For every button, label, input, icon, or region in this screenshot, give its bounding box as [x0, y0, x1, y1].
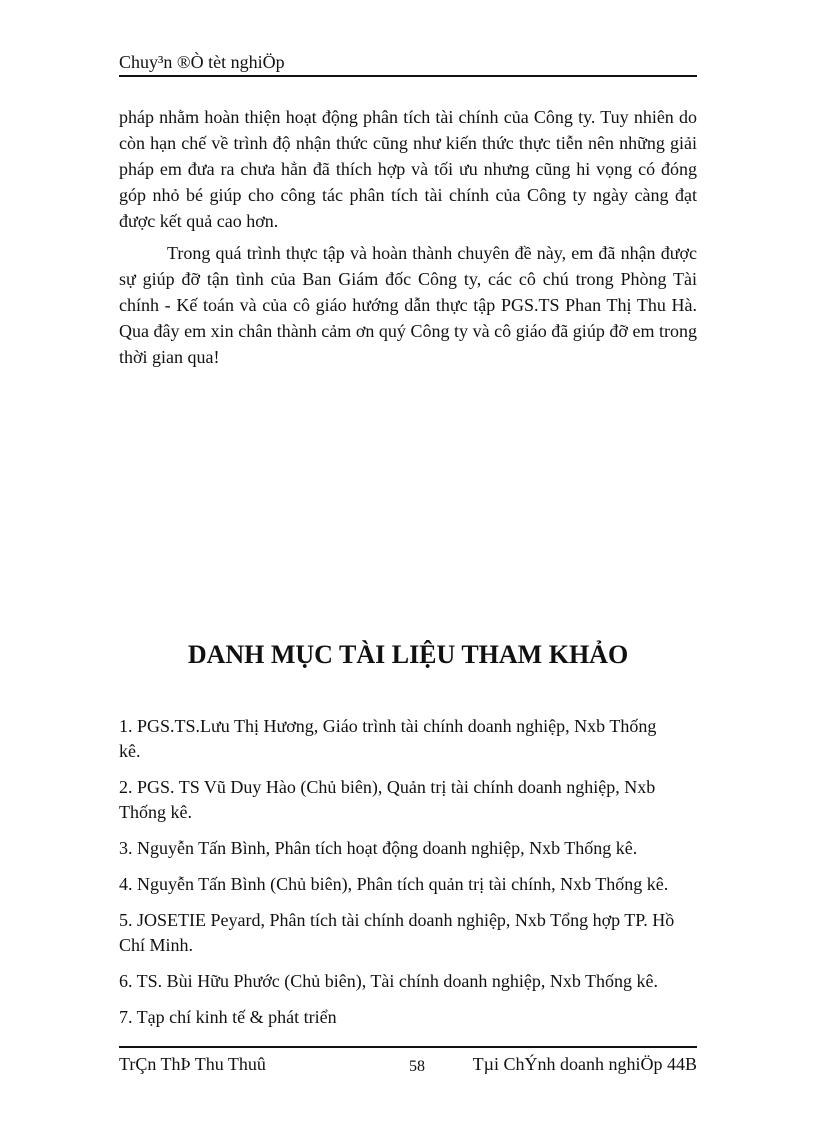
header-rule [119, 75, 697, 77]
header-title: Chuy³n ®Ò tèt nghiÖp [119, 52, 285, 72]
reference-item-6: 6. TS. Bùi Hữu Phước (Chủ biên), Tài chính doanh nghiệp, Nxb Thống kê. [119, 971, 658, 991]
body-paragraph-1: pháp nhằm hoàn thiện hoạt động phân tích tài chính của Công ty. Tuy nhiên do còn hạn chế về trình độ nhận thức cũng như kiến thức thực tiễn nên những giải pháp em đưa ra chưa hẳn đã thích hợp và tối ưu nhưng cũng hi vọng có đóng góp nhỏ bé giúp cho công tác phân tích tài chính của Công ty ngày càng đạt được kết quả cao hơn. [119, 107, 697, 231]
reference-item-2: 2. PGS. TS Vũ Duy Hào (Chủ biên), Quản trị tài chính doanh nghiệp, Nxb Thống kê. [119, 777, 656, 822]
footer-class-name: Tµi ChÝnh doanh nghiÖp 44B [472, 1054, 697, 1074]
footer-page-number: 58 [409, 1058, 425, 1075]
reference-item-3: 3. Nguyễn Tấn Bình, Phân tích hoạt động doanh nghiệp, Nxb Thống kê. [119, 838, 638, 858]
reference-item-4: 4. Nguyễn Tấn Bình (Chủ biên), Phân tích quản trị tài chính, Nxb Thống kê. [119, 874, 669, 894]
footer-author: TrÇn ThÞ Thu Thuû [119, 1054, 266, 1074]
body-paragraph-2: Trong quá trình thực tập và hoàn thành chuyên đề này, em đã nhận được sự giúp đỡ tận tình của Ban Giám đốc Công ty, các cô chú trong Phòng Tài chính - Kế toán và của cô giáo hướng dẫn thực tập PGS.TS Phan Thị Thu Hà. Qua đây em xin chân thành cảm ơn quý Công ty và cô giáo đã giúp đỡ em trong thời gian qua! [119, 243, 697, 367]
reference-item-5: 5. JOSETIE Peyard, Phân tích tài chính doanh nghiệp, Nxb Tổng hợp TP. Hồ Chí Minh. [119, 910, 675, 955]
reference-item-1: 1. PGS.TS.Lưu Thị Hương, Giáo trình tài chính doanh nghiệp, Nxb Thống kê. [119, 716, 657, 761]
references-title: DANH MỤC TÀI LIỆU THAM KHẢO [187, 640, 629, 669]
references-list [119, 714, 697, 1041]
footer-rule [119, 1046, 697, 1048]
reference-item-7: 7. Tạp chí kinh tế & phát triển [119, 1007, 337, 1027]
